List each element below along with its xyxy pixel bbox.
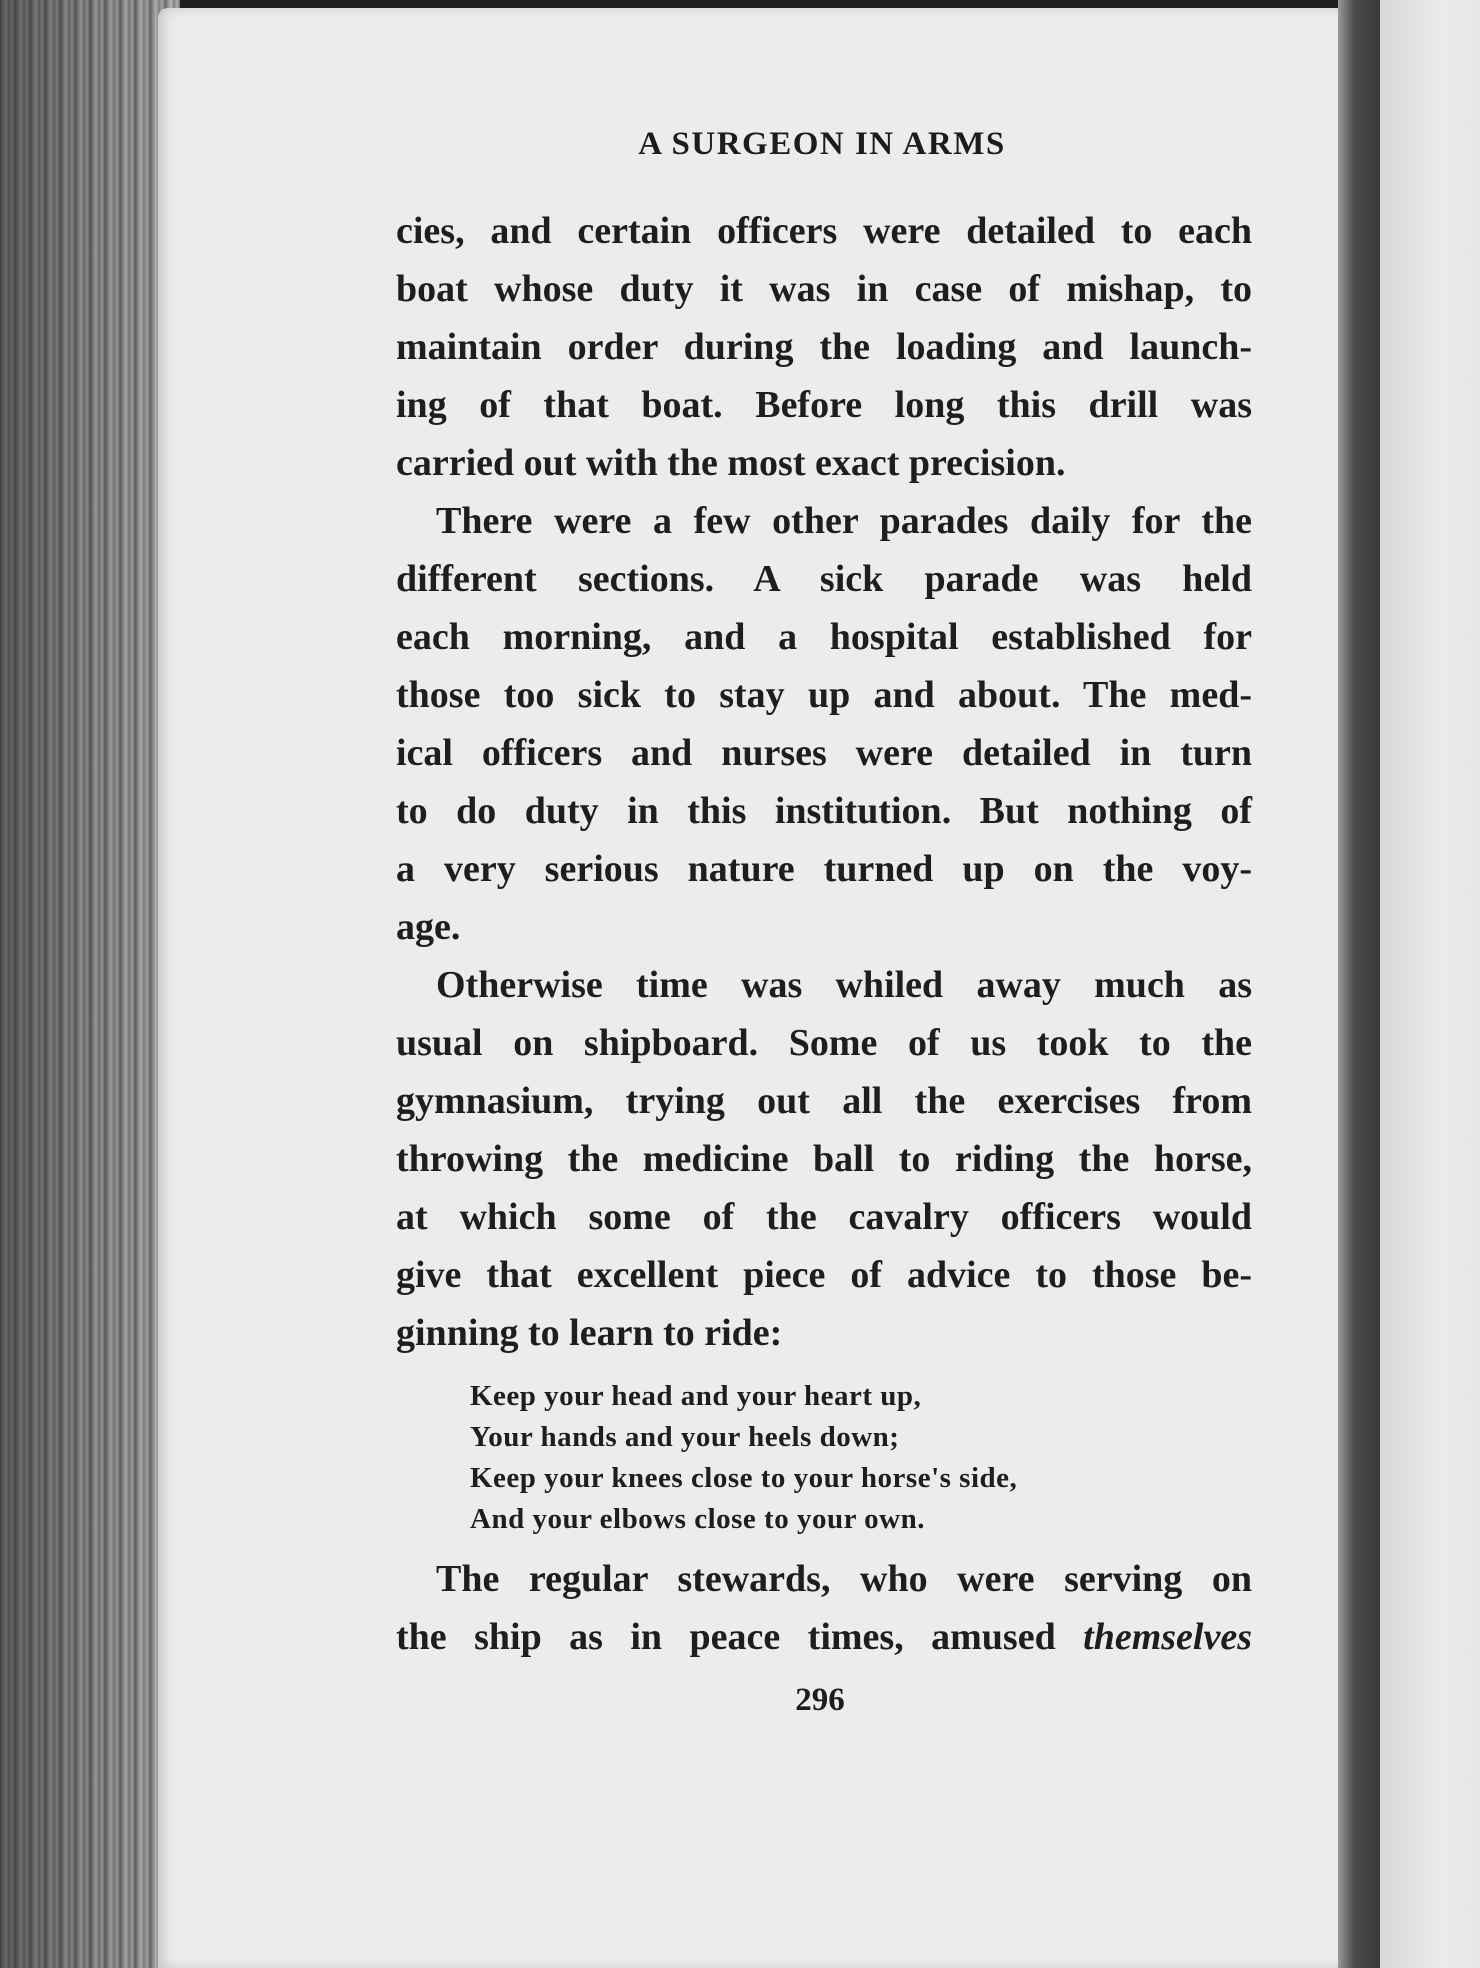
running-head: A SURGEON IN ARMS [638,126,1006,162]
verse-line: And your elbows close to your own. [470,1503,926,1535]
text-line: boat whose duty it was in case of mishap, to [396,268,1252,310]
verse-line: Your hands and your heels down; [470,1421,900,1453]
text-line: those too sick to stay up and about. The med- [396,674,1252,716]
text-line: There were a few other parades daily for the [436,500,1252,542]
text-line: usual on shipboard. Some of us took to the [396,1022,1252,1064]
text-line: The regular stewards, who were serving on [436,1558,1252,1600]
text-line: the ship as in peace times, amused [396,1616,1056,1658]
text-line: throwing the medicine ball to riding the horse, [396,1138,1252,1180]
text-line: gymnasium, trying out all the exercises from [396,1080,1252,1122]
scan-top-border [0,0,1480,8]
text-line: Otherwise time was whiled away much as [436,964,1252,1006]
text-line: to do duty in this institution. But nothing of [396,790,1252,832]
text-line: carried out with the most exact precision. [396,442,1066,484]
text-line: each morning, and a hospital established for [396,616,1252,658]
text-line-with-italic [396,1618,1252,1656]
facing-page-edge [1380,0,1480,1968]
text-line: a very serious nature turned up on the voy- [396,848,1252,890]
text-line: ing of that boat. Before long this drill was [396,384,1252,426]
text-line: cies, and certain officers were detailed to each [396,210,1252,252]
text-line: maintain order during the loading and launch- [396,326,1252,368]
verse-line: Keep your head and your heart up, [470,1380,922,1412]
book-gutter [1338,0,1380,1968]
book-page-edges [0,0,180,1968]
text-line: ical officers and nurses were detailed in turn [396,732,1252,774]
text-line: different sections. A sick parade was held [396,558,1252,600]
text-line: give that excellent piece of advice to those be- [396,1254,1252,1296]
italic-word: themselves [1083,1616,1252,1658]
text-line: age. [396,906,461,948]
text-line: at which some of the cavalry officers would [396,1196,1252,1238]
page-number: 296 [795,1682,845,1718]
text-line: ginning to learn to ride: [396,1312,783,1354]
verse-line: Keep your knees close to your horse's side, [470,1462,1018,1494]
